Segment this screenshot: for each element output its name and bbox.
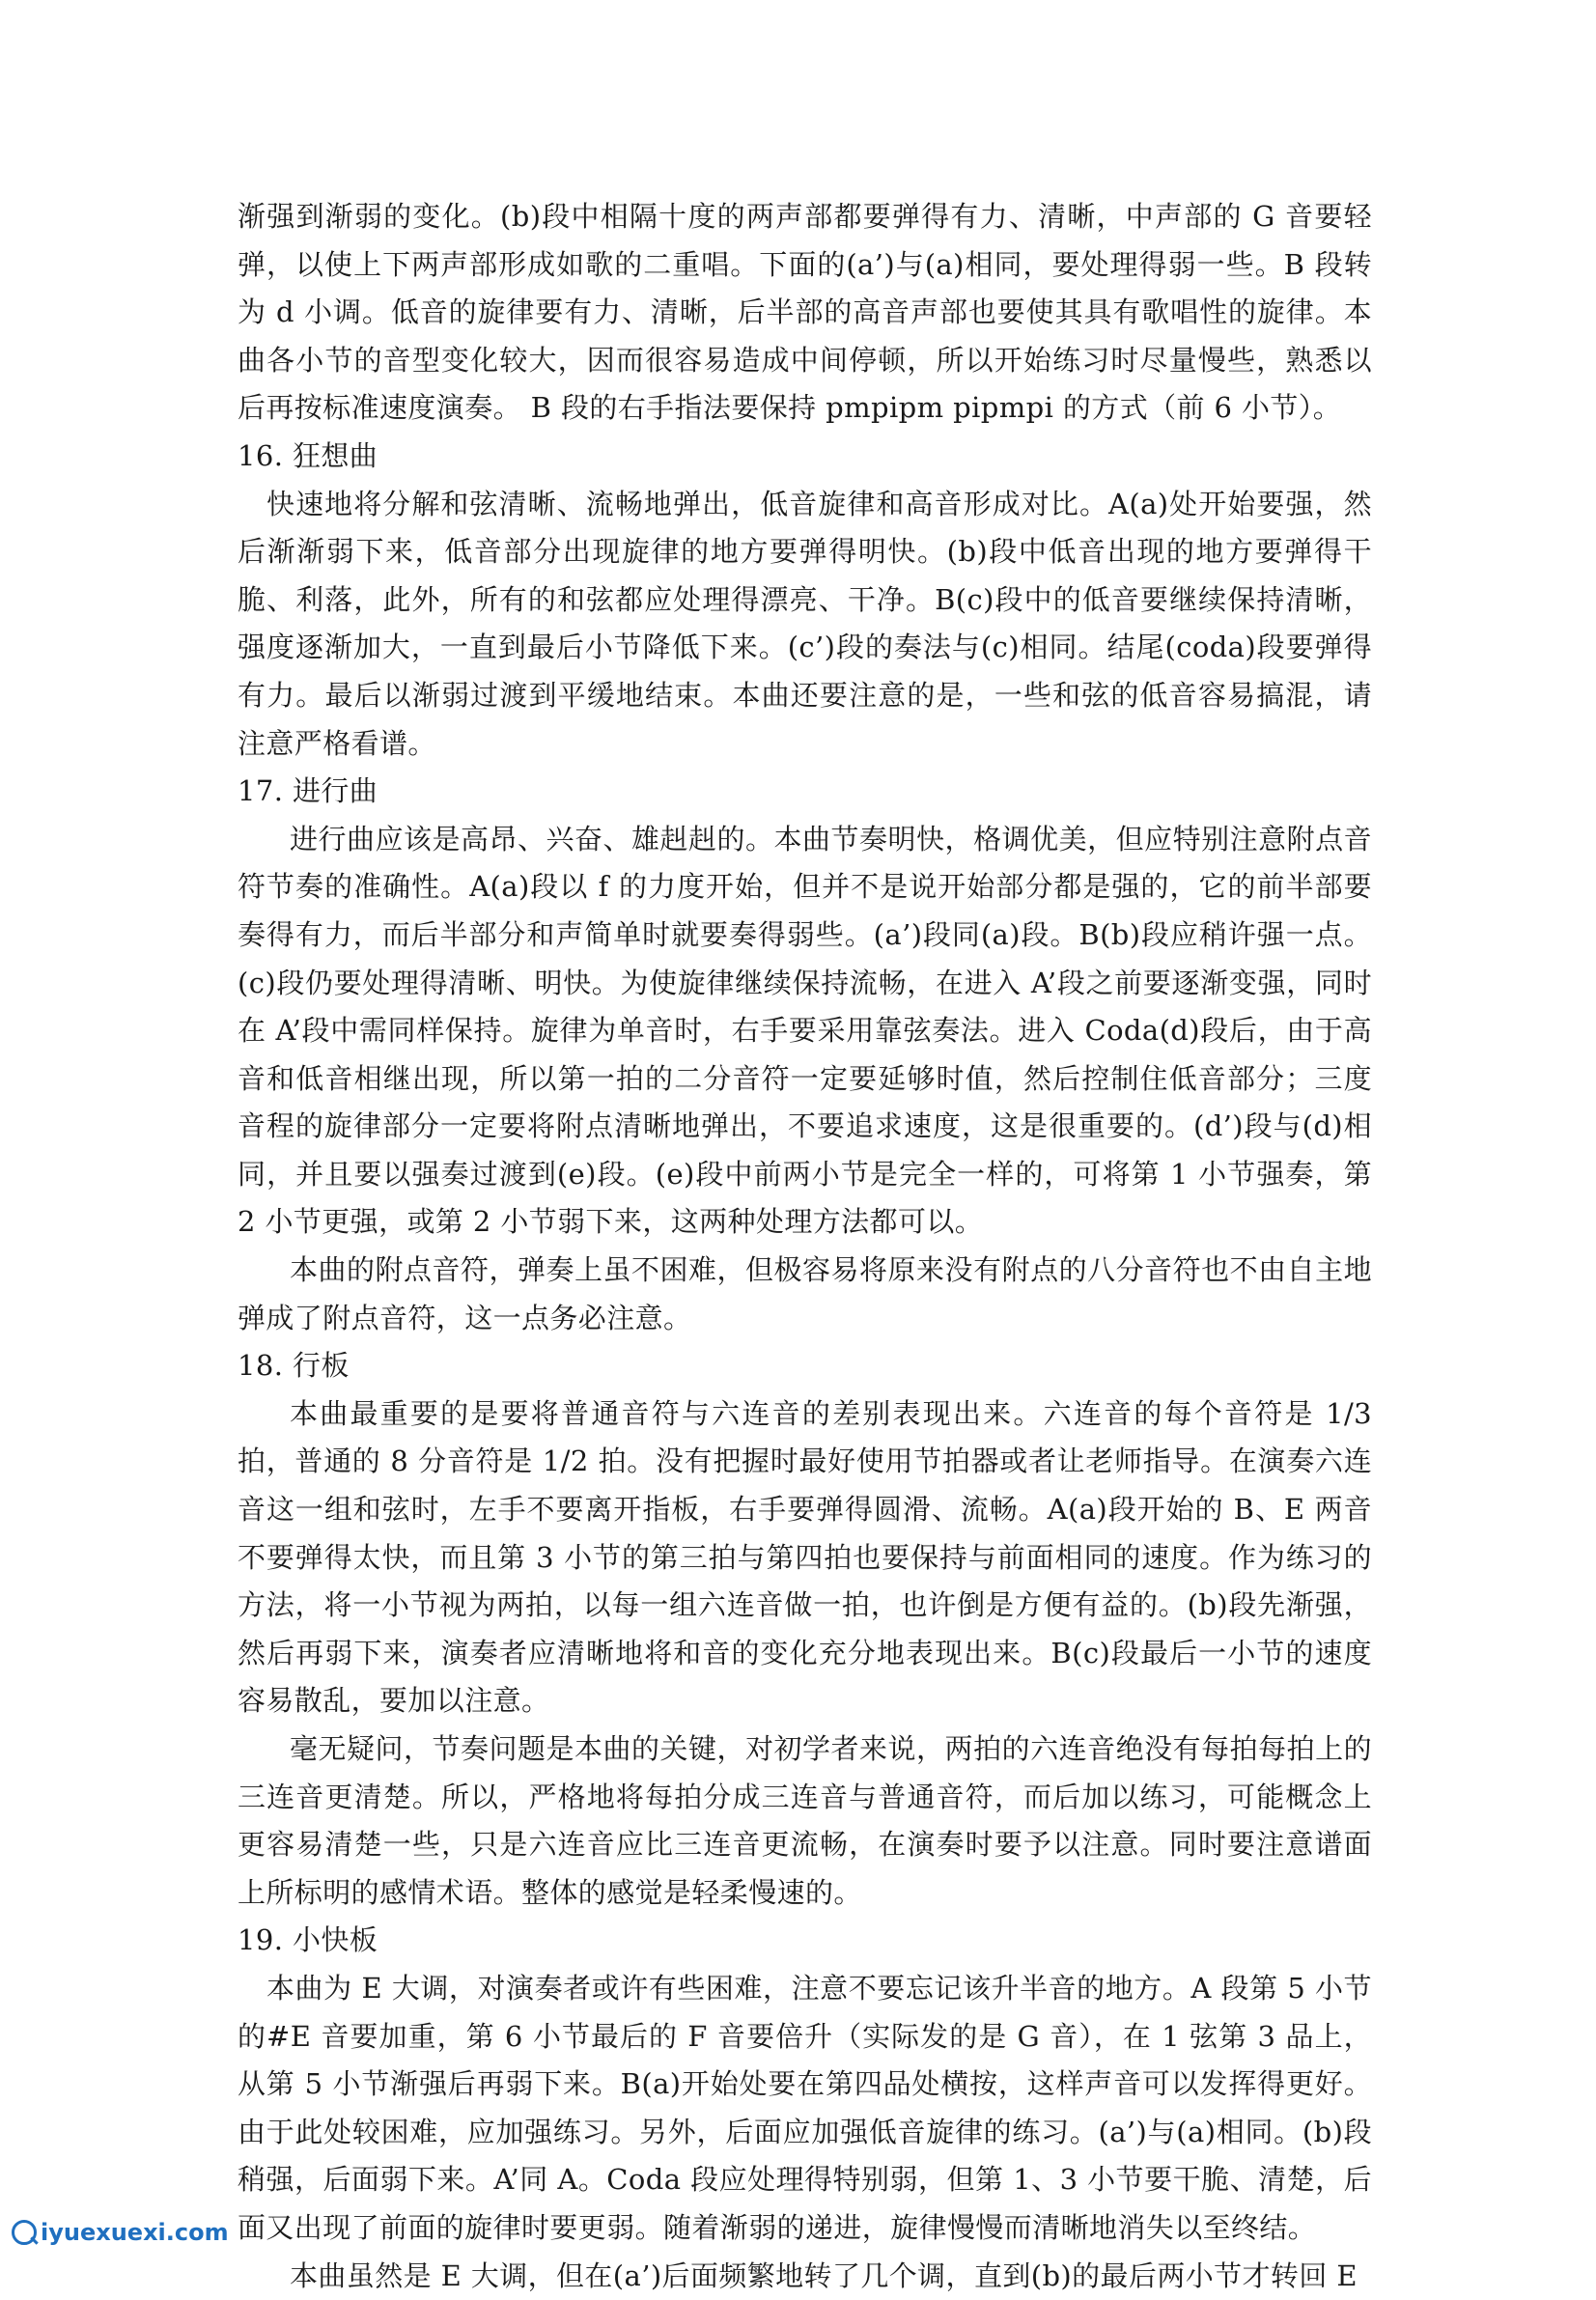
- paragraph-17-b: 本曲的附点音符，弹奏上虽不困难，但极容易将原来没有附点的八分音符也不由自主地弹成了附点音符，这一点务必注意。: [238, 1253, 1372, 1334]
- site-watermark[interactable]: [12, 2219, 229, 2246]
- site-url: iyuexuexi.com: [41, 2219, 229, 2246]
- paragraph-18-a: 本曲最重要的是要将普通音符与六连音的差别表现出来。六连音的每个音符是 1/3 拍，普通的 8 分音符是 1/2 拍。没有把握时最好使用节拍器或者让老师指导。在演奏六连音这一组和弦时，左手不要离开指板，右手要弹得圆滑、流畅。A(a)段开始的 B、E 两音不要弹得太快，而且第 3 小节的第三拍与第四拍也要保持与前面相同的速度。作为练习的方法，将一小节视为两拍，以每一组六连音做一拍，也许倒是方便有益的。(b)段先渐强，然后再弱下来，演奏者应清晰地将和音的变化充分地表现出来。B(c)段最后一小节的速度容易散乱，要加以注意。: [238, 1396, 1372, 1718]
- section-heading-19: 19. 小快板: [238, 1923, 378, 1957]
- section-heading-17: 17. 进行曲: [238, 774, 378, 808]
- paragraph-17-a: 进行曲应该是高昂、兴奋、雄赳赳的。本曲节奏明快，格调优美，但应特别注意附点音符节奏的准确性。A(a)段以 f 的力度开始，但并不是说开始部分都是强的，它的前半部要奏得有力，而后半部分和声简单时就要奏得弱些。(a’)段同(a)段。B(b)段应稍许强一点。(c)段仍要处理得清晰、明快。为使旋律继续保持流畅，在进入 A’段之前要逐渐变强，同时在 A’段中需同样保持。旋律为单音时，右手要采用靠弦奏法。进入 Coda(d)段后，由于高音和低音相继出现，所以第一拍的二分音符一定要延够时值，然后控制住低音部分；三度音程的旋律部分一定要将附点清晰地弹出，不要追求速度，这是很重要的。(d’)段与(d)相同，并且要以强奏过渡到(e)段。(e)段中前两小节是完全一样的，可将第 1 小节强奏，第 2 小节更强，或第 2 小节弱下来，这两种处理方法都可以。: [238, 822, 1372, 1239]
- section-heading-18: 18. 行板: [238, 1349, 350, 1383]
- section-heading-16: 16. 狂想曲: [238, 438, 378, 472]
- paragraph-continuation: 渐强到渐弱的变化。(b)段中相隔十度的两声部都要弹得有力、清晰，中声部的 G 音要轻弹，以使上下两声部形成如歌的二重唱。下面的(a’)与(a)相同，要处理得弱一些。B 段转为 d 小调。低音的旋律要有力、清晰，后半部的高音声部也要使其具有歌唱性的旋律。本曲各小节的音型变化较大，因而很容易造成中间停顿，所以开始练习时尽量慢些，熟悉以后再按标准速度演奏。 B 段的右手指法要保持 pmpipm pipmpi 的方式（前 6 小节）。: [238, 200, 1372, 425]
- paragraph-19-a: 本曲为 E 大调，对演奏者或许有些困难，注意不要忘记该升半音的地方。A 段第 5 小节的#E 音要加重，第 6 小节最后的 F 音要倍升（实际发的是 G 音），在 1 弦第 3 品上，从第 5 小节渐强后再弱下来。B(a)开始处要在第四品处横按，这样声音可以发挥得更好。由于此处较困难，应加强练习。另外，后面应加强低音旋律的练习。(a’)与(a)相同。(b)段稍强，后面弱下来。A’同 A。Coda 段应处理得特别弱，但第 1、3 小节要干脆、清楚，后面又出现了前面的旋律时要更弱。随着渐弱的递进，旋律慢慢而清晰地消失以至终结。: [238, 1971, 1372, 2244]
- paragraph-19-b: 本曲虽然是 E 大调，但在(a’)后面频繁地转了几个调，直到(b)的最后两小节才转回 E: [290, 2258, 1358, 2292]
- paragraph-18-b: 毫无疑问，节奏问题是本曲的关键，对初学者来说，两拍的六连音绝没有每拍每拍上的三连音更清楚。所以，严格地将每拍分成三连音与普通音符，而后加以练习，可能概念上更容易清楚一些，只是六连音应比三连音更流畅，在演奏时要予以注意。同时要注意谱面上所标明的感情术语。整体的感觉是轻柔慢速的。: [238, 1732, 1372, 1909]
- paragraph-16: 快速地将分解和弦清晰、流畅地弹出，低音旋律和高音形成对比。A(a)处开始要强，然后渐渐弱下来，低音部分出现旋律的地方要弹得明快。(b)段中低音出现的地方要弹得干脆、利落，此外，所有的和弦都应处理得漂亮、干净。B(c)段中的低音要继续保持清晰，强度逐渐加大，一直到最后小节降低下来。(c’)段的奏法与(c)相同。结尾(coda)段要弹得有力。最后以渐弱过渡到平缓地结束。本曲还要注意的是，一些和弦的低音容易搞混，请注意严格看谱。: [238, 487, 1372, 760]
- document-body: [238, 193, 1372, 2300]
- q-logo-icon: [12, 2220, 37, 2245]
